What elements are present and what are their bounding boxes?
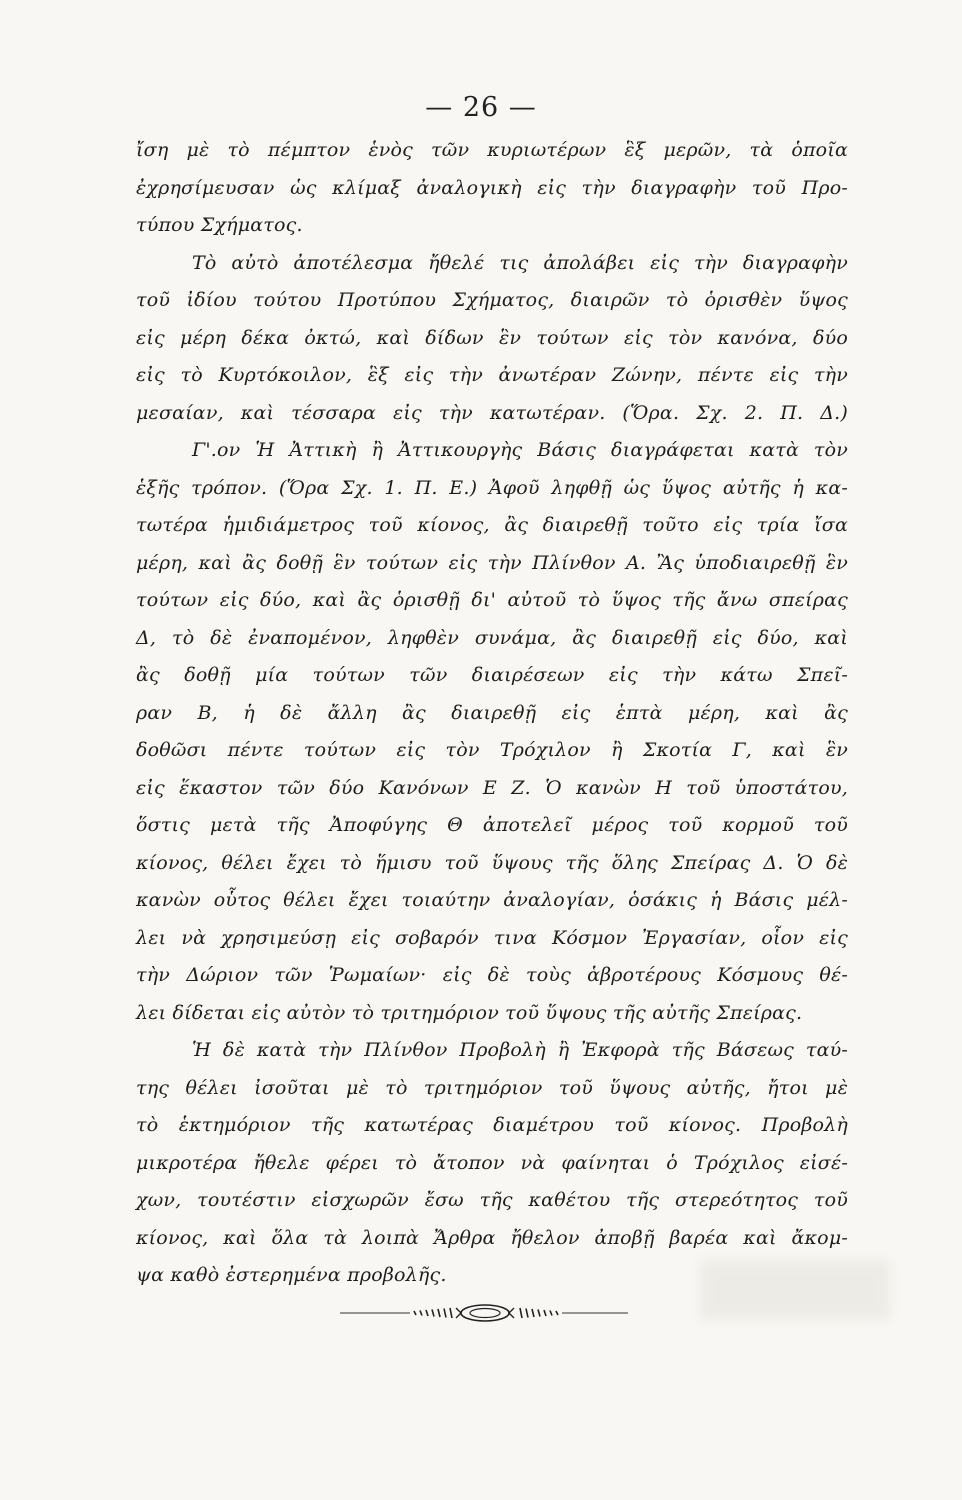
text-line: λει δίδεται εἰς αὐτὸν τὸ τριτημόριον τοῦ ὕψους τῆς αὐτῆς Σπείρας. [136,1001,803,1024]
text-line: Δ, τὸ δὲ ἐναπομένον, ληφθὲν συνάμα, ἂς διαιρεθῇ εἰς δύο, καὶ [136,626,848,649]
text-line: ψα καθὸ ἐστερημένα προβολῆς. [136,1264,447,1286]
body-text [136,132,848,1295]
text-line: της θέλει ἰσοῦται μὲ τὸ τριτημόριον τοῦ ὕψους αὐτῆς, ἤτοι μὲ [136,1076,848,1099]
text-line: τωτέρα ἡμιδιάμετρος τοῦ κίονος, ἂς διαιρεθῇ τοῦτο εἰς τρία ἴσα [136,514,848,536]
text-line: Ἡ δὲ κατὰ τὴν Πλίνθον Προβολὴ ἢ Ἐκφορὰ τῆς Βάσεως ταύ- [192,1039,848,1061]
text-line: μικροτέρα ἤθελε φέρει τὸ ἄτοπον νὰ φαίνηται ὁ Τρόχιλος εἰσέ- [136,1151,848,1174]
tailpiece-flourish-icon [340,1300,630,1324]
text-line: τοῦ ἰδίου τούτου Προτύπου Σχήματος, διαιρῶν τὸ ὁρισθὲν ὕψος [136,289,848,311]
text-line: ἂς δοθῇ μία τούτων τῶν διαιρέσεων εἰς τὴν κάτω Σπεῖ- [136,664,848,686]
text-line: ἐχρησίμευσαν ὡς κλίμαξ ἀναλογικὴ εἰς τὴν διαγραφὴν τοῦ Προ- [136,176,848,199]
text-line: κανὼν οὗτος θέλει ἔχει τοιαύτην ἀναλογίαν, ὁσάκις ἡ Βάσις μέλ- [136,889,848,911]
text-line: ἴση μὲ τὸ πέμπτον ἑνὸς τῶν κυριωτέρων ἓξ μερῶν, τὰ ὁποῖα [136,139,848,161]
text-line: ραν Β, ἡ δὲ ἄλλη ἂς διαιρεθῇ εἰς ἑπτὰ μέρη, καὶ ἂς [136,701,848,724]
text-line: μέρη, καὶ ἂς δοθῇ ἓν τούτων εἰς τὴν Πλίνθον Α. Ἂς ὑποδιαιρεθῇ ἓν [136,551,848,574]
text-line: τὸ ἑκτημόριον τῆς κατωτέρας διαμέτρου τοῦ κίονος. Προβολὴ [136,1114,848,1136]
text-line: χων, τουτέστιν εἰσχωρῶν ἔσω τῆς καθέτου τῆς στερεότητος τοῦ [136,1189,848,1211]
text-line: μεσαίαν, καὶ τέσσαρα εἰς τὴν κατωτέραν. (Ὅρα. Σχ. 2. Π. Δ.) [136,401,848,424]
text-line: εἰς ἕκαστον τῶν δύο Κανόνων Ε Ζ. Ὁ κανὼν Η τοῦ ὑποστάτου, [136,776,848,799]
text-line: ὅστις μετὰ τῆς Ἀποφύγης Θ ἀποτελεῖ μέρος τοῦ κορμοῦ τοῦ [136,814,848,836]
text-line: δοθῶσι πέντε τούτων εἰς τὸν Τρόχιλον ἢ Σκοτία Γ, καὶ ἓν [136,739,848,761]
text-line: κίονος, θέλει ἔχει τὸ ἥμισυ τοῦ ὕψους τῆς ὅλης Σπείρας Δ. Ὁ δὲ [136,851,848,874]
text-line: τούτων εἰς δύο, καὶ ἂς ὁρισθῇ δι' αὐτοῦ τὸ ὕψος τῆς ἄνω σπείρας [136,589,848,611]
text-line: λει νὰ χρησιμεύσῃ εἰς σοβαρόν τινα Κόσμον Ἐργασίαν, οἷον εἰς [136,926,848,949]
paper-stain [700,1260,890,1320]
text-line: εἰς μέρη δέκα ὀκτώ, καὶ δίδων ἓν τούτων εἰς τὸν κανόνα, δύο [136,326,848,349]
text-line: Τὸ αὐτὸ ἀποτέλεσμα ἤθελέ τις ἀπολάβει εἰς τὴν διαγραφὴν [192,251,848,274]
text-line: τὴν Δώριον τῶν Ῥωμαίων· εἰς δὲ τοὺς ἁβροτέρους Κόσμους θέ- [136,964,848,986]
text-line: κίονος, καὶ ὅλα τὰ λοιπὰ Ἄρθρα ἤθελον ἀποβῇ βαρέα καὶ ἄκομ- [136,1226,848,1249]
page-number: — 26 — [425,92,537,123]
text-line: εἰς τὸ Κυρτόκοιλον, ἓξ εἰς τὴν ἀνωτέραν Ζώνην, πέντε εἰς τὴν [136,364,848,386]
text-line: ἑξῆς τρόπον. (Ὅρα Σχ. 1. Π. Ε.) Ἀφοῦ ληφθῇ ὡς ὕψος αὐτῆς ἡ κα- [136,476,848,499]
text-line: τύπου Σχήματος. [136,214,303,236]
text-line: Γ'.ον Ἡ Ἀττικὴ ἢ Ἀττικουργὴς Βάσις διαγράφεται κατὰ τὸν [192,439,848,461]
